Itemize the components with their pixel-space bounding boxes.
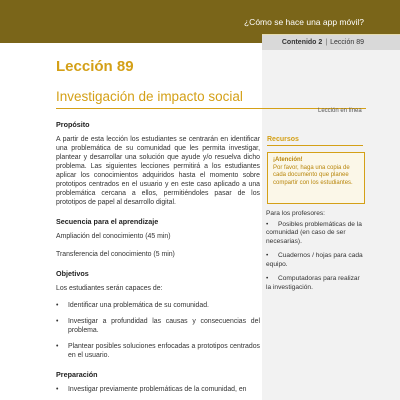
objective-text: Plantear posibles soluciones enfocadas a prototipos centrados en el usuario. (68, 343, 260, 360)
bullet-icon: • (266, 275, 269, 283)
list-item (56, 342, 260, 360)
resource-text: Computadoras para realizar la investigación. (266, 275, 360, 291)
list-item (56, 317, 260, 335)
preparation-list (56, 385, 260, 394)
list-item (266, 275, 366, 292)
preparation-heading: Preparación (56, 370, 98, 380)
for-teachers-label: Para los profesores: (266, 210, 326, 217)
purpose-heading: Propósito (56, 120, 90, 129)
sequence-section (56, 217, 260, 259)
objectives-list (56, 301, 260, 361)
content-label: Contenido 2 (281, 39, 323, 46)
resources-heading: Recursos (267, 136, 299, 143)
bullet-icon: • (56, 301, 59, 309)
preparation-section (56, 370, 260, 394)
tab-separator: | (325, 39, 328, 46)
teacher-resources (266, 210, 366, 299)
objectives-section (56, 269, 260, 360)
attention-title: ¡Atención! (273, 157, 303, 163)
purpose-section (56, 120, 260, 207)
main-content (56, 120, 260, 400)
list-item (266, 252, 366, 269)
lesson-label: Lección 89 (330, 39, 364, 46)
bullet-icon: • (56, 343, 59, 351)
bullet-icon: • (266, 252, 269, 260)
preparation-text: Investigar previamente problemáticas de la comunidad, en (68, 385, 247, 393)
resource-text: Posibles problemáticas de la comunidad (en caso de ser necesarias). (266, 220, 362, 245)
online-lesson-label: Lección en línea (318, 108, 362, 114)
list-item (56, 301, 260, 310)
objectives-heading: Objetivos (56, 269, 89, 279)
lesson-title: Investigación de impacto social (56, 89, 243, 104)
objective-text: Investigar a profundidad las causas y consecuencias del problema. (68, 317, 260, 334)
resources-divider (267, 145, 363, 146)
sequence-item: Transferencia del conocimiento (5 min) (56, 250, 175, 258)
list-item (266, 221, 366, 247)
bullet-icon: • (56, 317, 59, 325)
objective-text: Identificar una problemática de su comunidad. (68, 301, 209, 309)
list-item (56, 385, 260, 394)
sequence-heading: Secuencia para el aprendizaje (56, 217, 159, 227)
resources-list (266, 221, 366, 293)
purpose-text: A partir de esta lección los estudiantes se centrarán en identificar una problemática de su comunidad que les permita investigar, plantear y desarrollar una solución que ayude y/o resuelva dicho problema. Las siguientes lecciones permitirá a los estudiantes aplicar los conocimientos adquiridos hasta el momento sobre prototipos centrados en el usuario y en este caso aplicado a una problemática cercana a ellos, permitiéndoles pasar de los prototipos de papel al desarrollo digital. (56, 135, 260, 207)
bullet-icon: • (56, 385, 59, 393)
sequence-item: Ampliación del conocimiento (45 min) (56, 232, 171, 240)
lesson-number: Lección 89 (56, 58, 134, 75)
content-lesson-tab (262, 35, 400, 50)
bullet-icon: • (266, 220, 269, 228)
objectives-intro: Los estudiantes serán capaces de: (56, 284, 163, 292)
attention-callout (267, 152, 365, 204)
attention-text: Por favor, haga una copia de cada documento que planee compartir con los estudiantes. (273, 164, 353, 187)
book-title: ¿Cómo se hace una app móvil? (243, 17, 364, 27)
resource-text: Cuadernos / hojas para cada equipo. (266, 252, 363, 268)
